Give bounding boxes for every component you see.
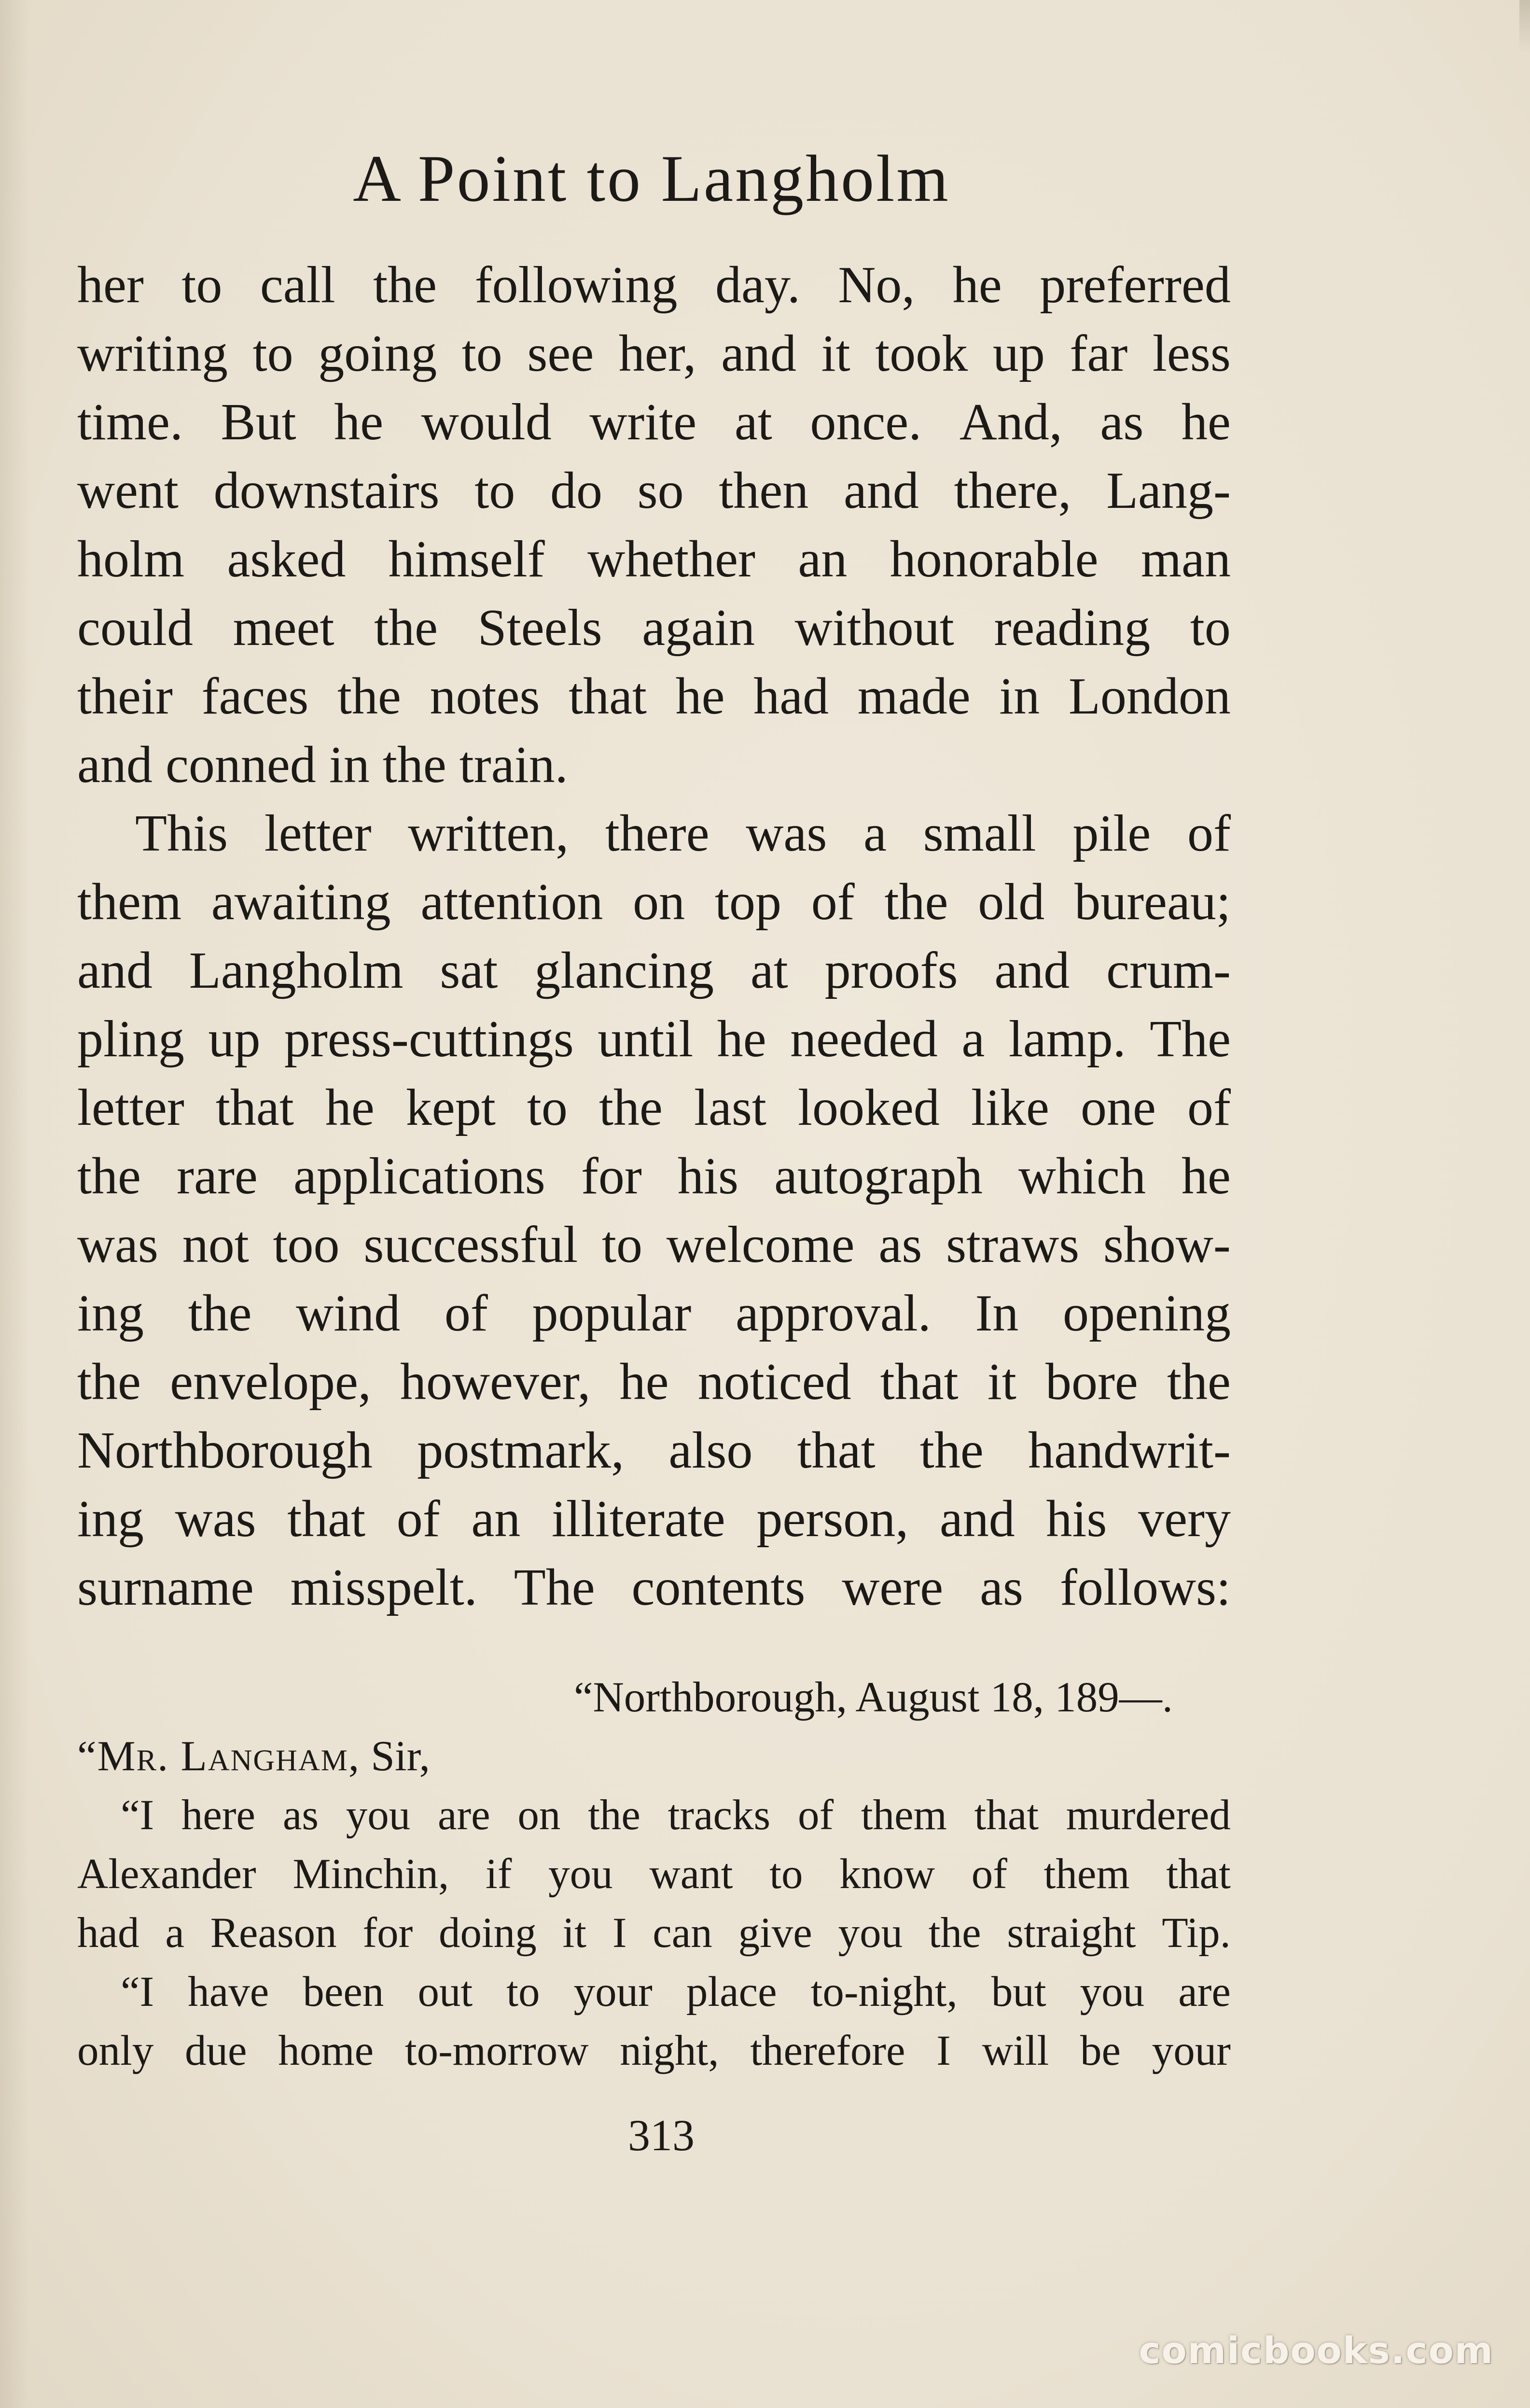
word: an <box>798 531 848 588</box>
word: postmark, <box>417 1422 625 1479</box>
word: as <box>980 1559 1024 1616</box>
word: ing <box>77 1490 144 1548</box>
word: her <box>77 256 144 314</box>
word: welcome <box>666 1216 855 1274</box>
word: surname <box>77 1559 254 1616</box>
word: in <box>999 668 1040 725</box>
word: Langholm <box>189 942 403 999</box>
word: I <box>612 1909 627 1957</box>
word: that <box>215 1079 294 1136</box>
word: envelope, <box>170 1353 371 1411</box>
word: like <box>971 1079 1049 1136</box>
page-edge-mark <box>1519 0 1530 53</box>
word: your <box>573 1968 653 2016</box>
salutation-rest: Sir, <box>371 1733 430 1780</box>
word: their <box>77 668 173 725</box>
word: for <box>362 1909 413 1957</box>
word: lamp. <box>1008 1010 1126 1068</box>
word: train. <box>459 736 568 794</box>
word: to <box>769 1850 803 1898</box>
text-line <box>77 1416 1231 1485</box>
word: day. <box>715 256 800 314</box>
word: person, <box>756 1490 909 1548</box>
word: successful <box>363 1216 578 1274</box>
text-line <box>77 1074 1231 1142</box>
word: a <box>165 1909 184 1957</box>
word: honorable <box>890 531 1099 588</box>
letter-dateline: “Northborough, August 18, 189—. <box>573 1674 1173 1721</box>
word: of <box>811 873 855 931</box>
word: writing <box>77 325 228 382</box>
word: the <box>884 873 948 931</box>
word: notes <box>430 668 540 725</box>
word: them <box>1043 1850 1130 1898</box>
word: pile <box>1072 805 1151 862</box>
word: that <box>287 1490 366 1548</box>
word: the <box>374 599 438 657</box>
word: his <box>1046 1490 1107 1548</box>
word: night, <box>620 2027 719 2074</box>
word: had <box>77 1909 139 1957</box>
word: that <box>974 1792 1039 1839</box>
word: proofs <box>824 942 958 999</box>
word: as <box>282 1792 319 1839</box>
running-header: A Point to Langholm <box>353 141 950 215</box>
word: top <box>714 873 781 931</box>
word: had <box>753 668 829 725</box>
word: of <box>444 1285 488 1342</box>
text-line <box>77 1485 1231 1554</box>
word: the <box>77 1353 141 1411</box>
word: man <box>1141 531 1231 588</box>
word: give <box>738 1909 812 1957</box>
text-line <box>77 662 1231 731</box>
word: handwrit- <box>1028 1422 1231 1479</box>
word: he <box>619 1353 669 1411</box>
word: here <box>181 1792 256 1839</box>
word: Steels <box>477 599 602 657</box>
word: downstairs <box>213 462 440 519</box>
word: “I <box>121 1968 154 2016</box>
word: as <box>1100 393 1144 451</box>
text-line <box>77 1786 1231 1845</box>
word: approval. <box>735 1285 931 1342</box>
word: In <box>975 1285 1019 1342</box>
text-line <box>77 320 1231 388</box>
word: the <box>77 1148 141 1205</box>
word: himself <box>388 531 545 588</box>
word: the <box>373 256 437 314</box>
word: faces <box>201 668 309 725</box>
word: Reason <box>210 1909 337 1957</box>
word: again <box>642 599 755 657</box>
word: asked <box>227 531 346 588</box>
word: letter <box>77 1079 184 1136</box>
word: one <box>1080 1079 1156 1136</box>
word: will <box>982 2027 1049 2074</box>
word: small <box>923 805 1036 862</box>
word: he <box>1182 1148 1231 1205</box>
word: would <box>421 393 552 451</box>
text-line <box>77 1211 1231 1279</box>
word: less <box>1152 325 1231 382</box>
word: them <box>861 1792 947 1839</box>
word: there <box>605 805 709 862</box>
word: were <box>842 1559 944 1616</box>
word: but <box>991 1968 1046 2016</box>
word: This <box>135 805 228 862</box>
word: bureau; <box>1074 873 1231 931</box>
word: the <box>928 1909 981 1957</box>
word: a <box>863 805 887 862</box>
word: the <box>188 1285 252 1342</box>
word: But <box>221 393 296 451</box>
text-line <box>77 457 1231 525</box>
word: very <box>1138 1490 1231 1548</box>
word: on <box>517 1792 561 1839</box>
word: the <box>337 668 401 725</box>
word: call <box>260 256 335 314</box>
text-line <box>77 937 1231 1005</box>
word: her, <box>618 325 696 382</box>
word: to <box>181 256 223 314</box>
word: to <box>1190 599 1231 657</box>
word: and <box>994 942 1070 999</box>
word: also <box>668 1422 753 1479</box>
word: it <box>562 1909 587 1957</box>
word: he <box>717 1010 766 1068</box>
word: your <box>1152 2027 1231 2074</box>
word: And, <box>959 393 1062 451</box>
word: you <box>548 1850 613 1898</box>
paragraph-1 <box>77 251 1231 799</box>
text-line <box>77 1279 1231 1348</box>
word: autograph <box>774 1148 983 1205</box>
word: ing <box>77 1285 144 1342</box>
text-line <box>77 1962 1231 2021</box>
word: you <box>1080 1968 1145 2016</box>
word: as <box>878 1216 922 1274</box>
word: illiterate <box>551 1490 725 1548</box>
word: of <box>396 1490 440 1548</box>
word: can <box>653 1909 712 1957</box>
word: you <box>346 1792 411 1839</box>
word: the <box>598 1079 663 1136</box>
word: to <box>474 462 515 519</box>
word: straws <box>946 1216 1080 1274</box>
text-line <box>77 1845 1231 1904</box>
word: awaiting <box>211 873 391 931</box>
word: could <box>77 599 193 657</box>
word: and <box>77 736 153 794</box>
word: write <box>589 393 697 451</box>
word: been <box>303 1968 384 2016</box>
word: Minchin, <box>292 1850 449 1898</box>
word: too <box>273 1216 340 1274</box>
word: straight <box>1007 1909 1136 1957</box>
word: he <box>952 256 1002 314</box>
word: contents <box>631 1559 806 1616</box>
word: applications <box>293 1148 545 1205</box>
word: was <box>77 1216 158 1274</box>
word: last <box>694 1079 766 1136</box>
word: No, <box>838 256 915 314</box>
word: needed <box>790 1010 938 1068</box>
word: the <box>588 1792 640 1839</box>
word: it <box>821 325 850 382</box>
word: went <box>77 462 179 519</box>
word: are <box>1178 1968 1231 2016</box>
word: crum- <box>1106 942 1231 999</box>
word: of <box>971 1850 1007 1898</box>
text-line <box>77 525 1231 594</box>
word: rare <box>177 1148 258 1205</box>
word: wind <box>296 1285 401 1342</box>
word: you <box>838 1909 903 1957</box>
text-line <box>77 1904 1231 1962</box>
word: he <box>334 393 384 451</box>
text-line <box>77 1348 1231 1416</box>
word: up <box>208 1010 261 1068</box>
text-line <box>77 251 1231 320</box>
word: without <box>794 599 954 657</box>
word: conned <box>165 736 316 794</box>
word: show- <box>1103 1216 1231 1274</box>
word: are <box>438 1792 490 1839</box>
word: not <box>182 1216 249 1274</box>
word: out <box>417 1968 473 2016</box>
word: on <box>633 873 685 931</box>
word: have <box>188 1968 269 2016</box>
word: so <box>637 462 684 519</box>
word: to <box>602 1216 643 1274</box>
word: at <box>734 393 772 451</box>
word: until <box>598 1010 694 1068</box>
word: if <box>486 1850 512 1898</box>
text-line <box>77 2021 1231 2080</box>
word: an <box>471 1490 521 1548</box>
word: press-cuttings <box>284 1010 574 1068</box>
word: for <box>581 1148 642 1205</box>
word: the <box>1167 1353 1231 1411</box>
word: Tip. <box>1162 1909 1231 1957</box>
word: however, <box>400 1353 591 1411</box>
word: be <box>1080 2027 1121 2074</box>
page-number: 313 <box>628 2111 695 2160</box>
word: opening <box>1063 1285 1231 1342</box>
word: Alexander <box>77 1850 256 1898</box>
word: of <box>1187 805 1231 862</box>
page-body <box>77 251 1231 2080</box>
word: far <box>1070 325 1128 382</box>
word: written, <box>408 805 569 862</box>
word: of <box>1187 1079 1231 1136</box>
word: popular <box>532 1285 692 1342</box>
word: following <box>474 256 678 314</box>
word: them <box>77 873 181 931</box>
word: his <box>677 1148 738 1205</box>
word: Northborough <box>77 1422 373 1479</box>
word: due <box>185 2027 247 2074</box>
word: up <box>992 325 1045 382</box>
word: he <box>325 1079 375 1136</box>
text-line <box>77 1554 1231 1622</box>
word: see <box>527 325 594 382</box>
word: tracks <box>668 1792 771 1839</box>
section-gap <box>77 1622 1231 1668</box>
word: London <box>1068 668 1231 725</box>
word: and <box>77 942 153 999</box>
word: that <box>569 668 647 725</box>
word: to <box>506 1968 540 2016</box>
word: home <box>278 2027 374 2074</box>
word: to <box>252 325 293 382</box>
word: misspelt. <box>290 1559 477 1616</box>
word: then <box>719 462 809 519</box>
letter-paragraph-1 <box>77 1786 1231 1962</box>
word: meet <box>233 599 334 657</box>
word: The <box>514 1559 595 1616</box>
word: noticed <box>697 1353 851 1411</box>
word: a <box>961 1010 985 1068</box>
word: that <box>880 1353 959 1411</box>
word: looked <box>797 1079 940 1136</box>
word: letter <box>264 805 372 862</box>
word: to-morrow <box>404 2027 589 2074</box>
word: he <box>675 668 725 725</box>
word: know <box>839 1850 935 1898</box>
quoted-letter <box>77 1668 1231 2080</box>
word: sat <box>440 942 498 999</box>
word: which <box>1018 1148 1146 1205</box>
text-line <box>77 1005 1231 1074</box>
word: therefore <box>750 2027 905 2074</box>
word: want <box>649 1850 733 1898</box>
text-line <box>77 731 1231 799</box>
word: in <box>329 736 370 794</box>
word: and <box>843 462 919 519</box>
word: time. <box>77 393 183 451</box>
word: I <box>936 2027 951 2074</box>
letter-paragraph-2 <box>77 1962 1231 2080</box>
word: murdered <box>1066 1792 1231 1839</box>
page-shadow <box>0 0 29 2408</box>
word: took <box>875 325 968 382</box>
text-line <box>77 594 1231 662</box>
word: of <box>797 1792 834 1839</box>
word: place <box>686 1968 777 2016</box>
word: that <box>1166 1850 1231 1898</box>
word: was <box>175 1490 256 1548</box>
word: made <box>857 668 971 725</box>
word: once. <box>810 393 922 451</box>
word: to-night, <box>810 1968 958 2016</box>
word: follows: <box>1059 1559 1231 1616</box>
salutation-name: “Mr. Langham, <box>77 1733 361 1780</box>
word: glancing <box>534 942 714 999</box>
word: and <box>939 1490 1015 1548</box>
word: whether <box>587 531 755 588</box>
word: “I <box>121 1792 154 1839</box>
text-line <box>77 1142 1231 1211</box>
word: The <box>1150 1010 1231 1068</box>
text-line <box>77 799 1231 868</box>
word: old <box>978 873 1045 931</box>
word: was <box>746 805 827 862</box>
word: going <box>318 325 437 382</box>
word: bore <box>1045 1353 1138 1411</box>
word: Lang- <box>1106 462 1231 519</box>
word: reading <box>994 599 1151 657</box>
word: he <box>1181 393 1231 451</box>
word: it <box>987 1353 1016 1411</box>
word: and <box>721 325 797 382</box>
word: the <box>919 1422 984 1479</box>
word: to <box>527 1079 568 1136</box>
text-line <box>77 388 1231 457</box>
letter-salutation <box>77 1727 1231 1786</box>
text-line <box>77 868 1231 937</box>
word: kept <box>405 1079 496 1136</box>
word: the <box>382 736 446 794</box>
paragraph-2 <box>77 799 1231 1622</box>
watermark-logo: comicbooks.com <box>1139 2329 1494 2372</box>
word: doing <box>439 1909 537 1957</box>
word: pling <box>77 1010 185 1068</box>
word: only <box>77 2027 154 2074</box>
word: do <box>550 462 602 519</box>
word: that <box>797 1422 876 1479</box>
word: at <box>750 942 788 999</box>
word: holm <box>77 531 185 588</box>
word: there, <box>954 462 1071 519</box>
word: preferred <box>1040 256 1231 314</box>
word: attention <box>420 873 603 931</box>
word: to <box>461 325 502 382</box>
